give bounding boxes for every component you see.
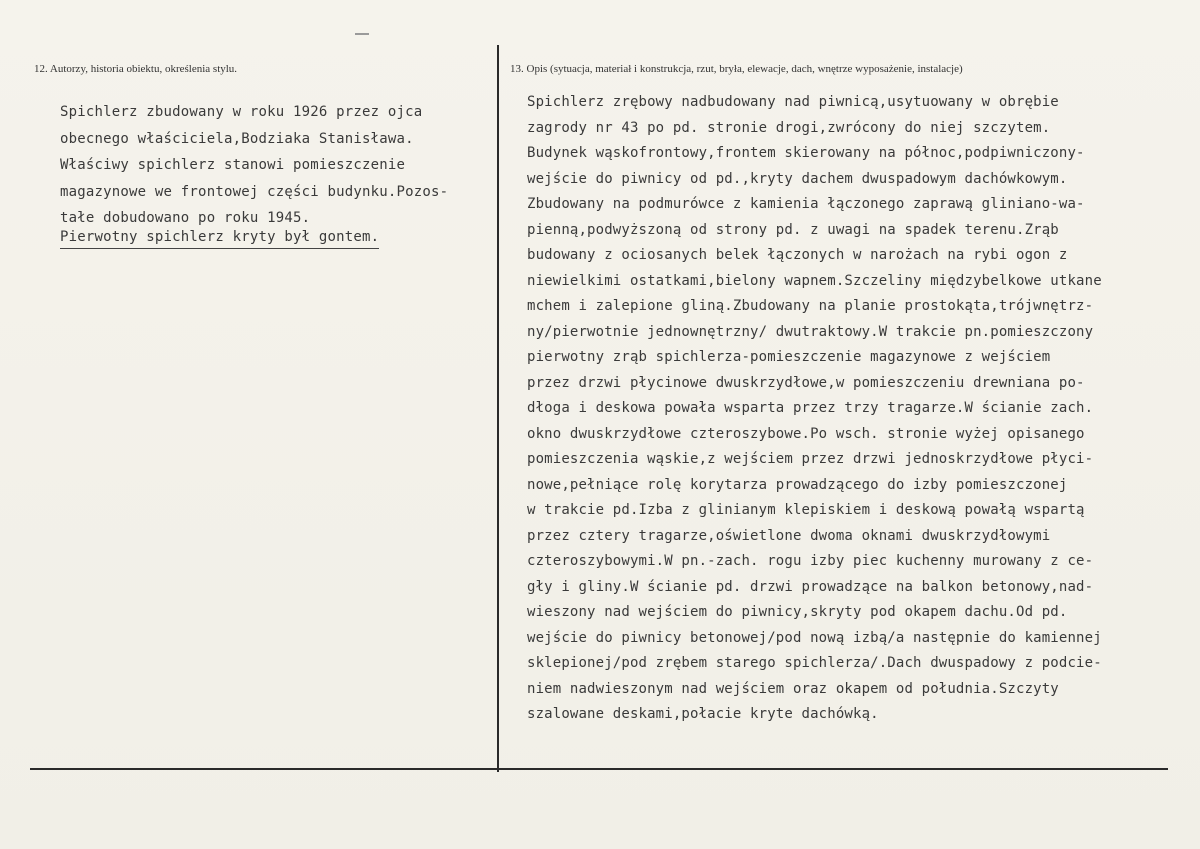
pencil-mark	[355, 33, 369, 35]
section-12-text: Spichlerz zbudowany w roku 1926 przez ojca obecnego właściciela,Bodziaka Stanisława. Właściwy spichlerz stanowi pomieszczenie magazynowe we frontowej części budynku.Pozos- tałe dobudowano po roku 1945.	[60, 104, 449, 226]
section-12-heading: 12. Autorzy, historia obiektu, określenia stylu.	[34, 63, 238, 75]
section-12-underlined-note: Pierwotny spichlerz kryty był gontem.	[60, 228, 379, 249]
bottom-rule	[30, 768, 1168, 770]
section-13-text: Spichlerz zrębowy nadbudowany nad piwnicą,usytuowany w obrębie zagrody nr 43 po pd. stronie drogi,zwrócony do niej szczytem. Budynek wąskofrontowy,frontem skierowany na północ,podpiwniczony- wejście do piwnicy od pd.,kryty dachem dwuspadowym dachówkowym. Zbudowany na podmurówce z kamienia łączonego zaprawą gliniano-wa- pienną,podwyższoną od strony pd. z uwagi na spadek terenu.Zrąb budowany z ociosanych belek łączonych w narożach na rybi ogon z niewielkimi ostatkami,bielony wapnem.Szczeliny międzybelkowe utkane mchem i zalepione gliną.Zbudowany na planie prostokąta,trójwnętrz- ny/pierwotnie jednownętrzny/ dwutraktowy.W trakcie pn.pomieszczony pierwotny zrąb spichlerza-pomieszczenie magazynowe z wejściem przez drzwi płycinowe dwuskrzydłowe,w pomieszczeniu drewniana po- dłoga i deskowa powała wsparta przez trzy tragarze.W ścianie zach. okno dwuskrzydłowe czteroszybowe.Po wsch. stronie wyżej opisanego pomieszczenia wąskie,z wejściem przez drzwi jednoskrzydłowe płyci- nowe,pełniące rolę korytarza prowadzącego do izby pomieszczonej w trakcie pd.Izba z glinianym klepiskiem i deskową powałą wspartą przez cztery tragarze,oświetlone dwoma oknami dwuskrzydłowymi czteroszybowymi.W pn.-zach. rogu izby piec kuchenny murowany z ce- gły i gliny.W ścianie pd. drzwi prowadzące na balkon betonowy,nad- wieszony nad wejściem do piwnicy,skryty pod okapem dachu.Od pd. wejście do piwnicy betonowej/pod nową izbą/a następnie do kamiennej sklepionej/pod zrębem starego spichlerza/.Dach dwuspadowy z podcie- niem nadwieszonym nad wejściem oraz okapem od południa.Szczyty szalowane deskami,połacie kryte dachówką.	[527, 94, 1102, 722]
section-13-heading: 13. Opis (sytuacja, materiał i konstrukcja, rzut, bryła, elewacje, dach, wnętrze wyposażenie, instalacje)	[510, 63, 963, 75]
column-divider	[497, 45, 499, 772]
